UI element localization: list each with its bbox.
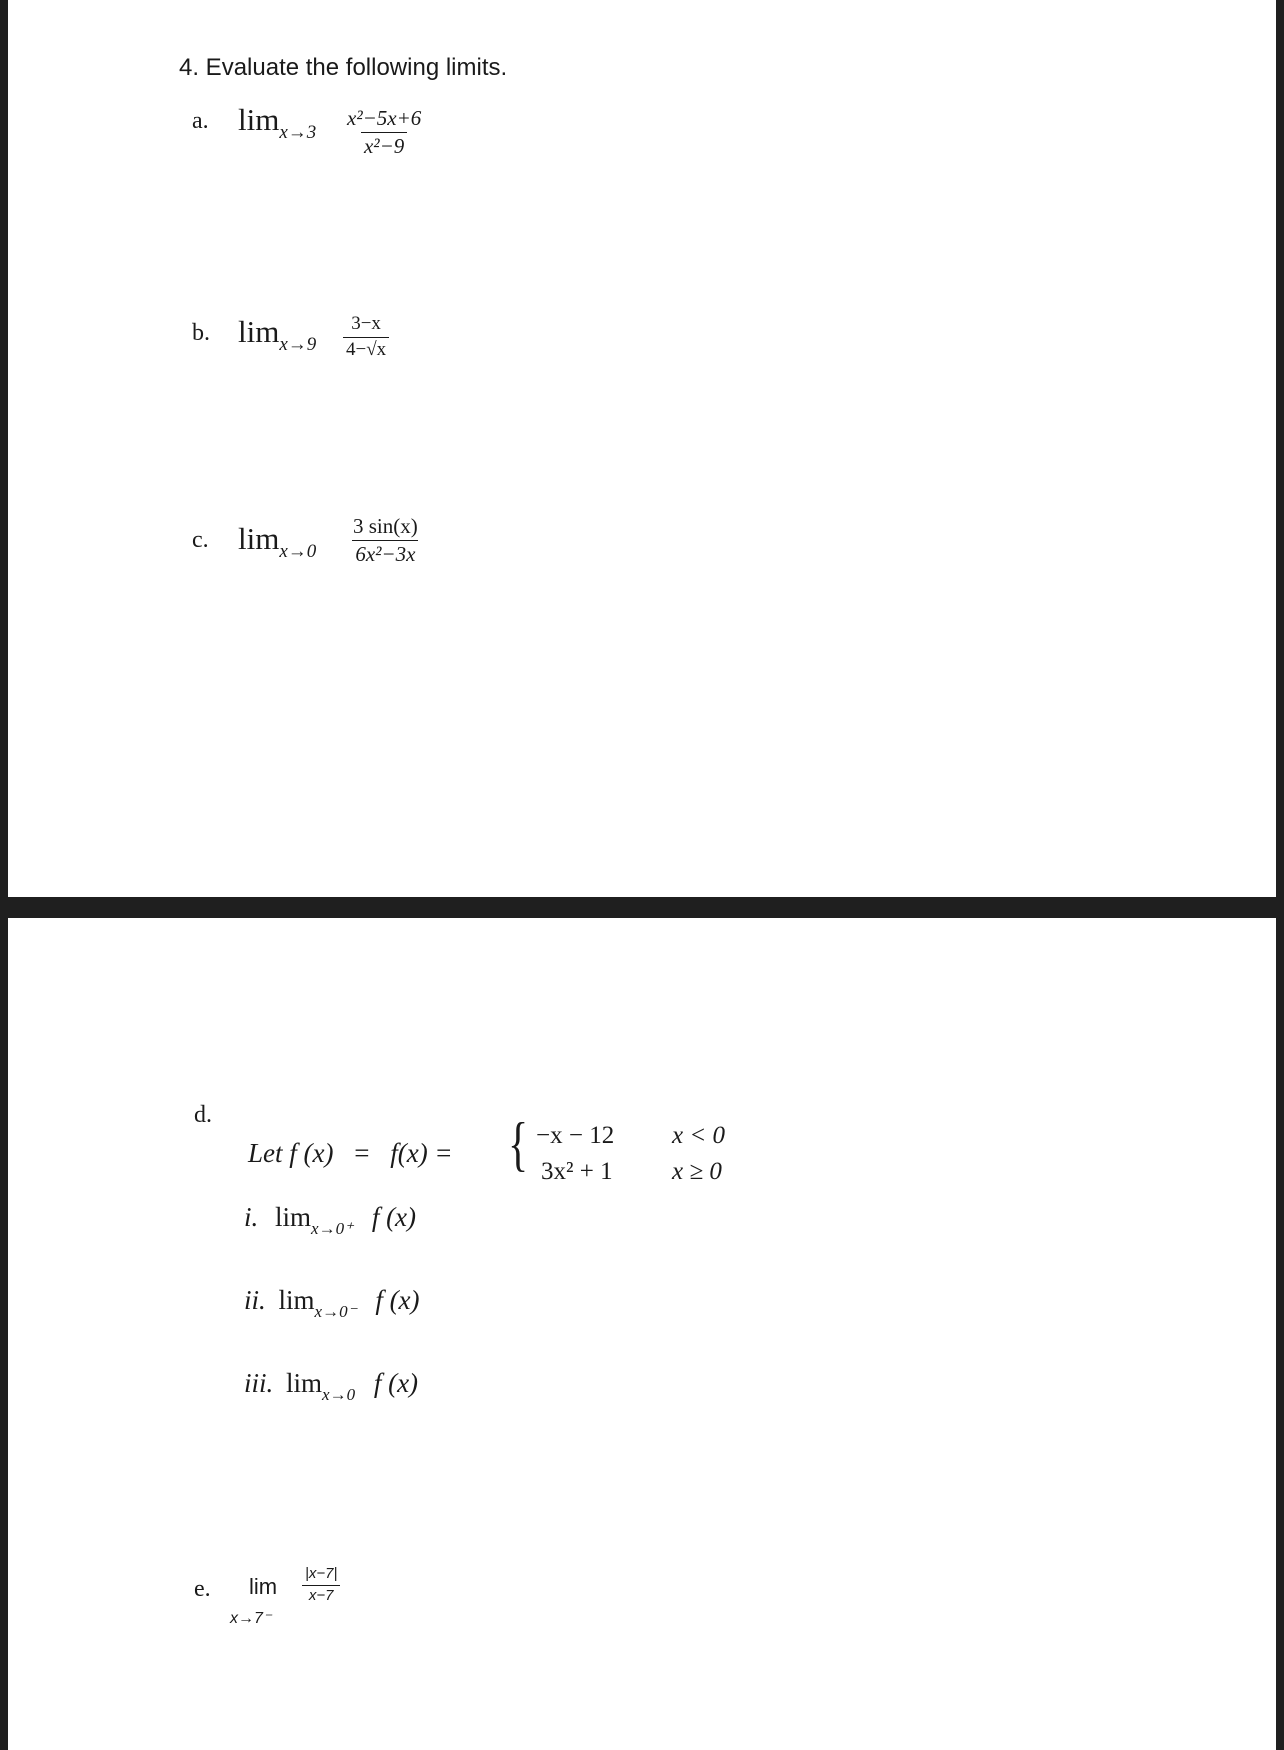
problem-a-label: a. bbox=[192, 108, 209, 134]
part-i-label: i. bbox=[244, 1202, 259, 1232]
problem-d-label: d. bbox=[194, 1102, 212, 1128]
part-iii-label: iii. bbox=[244, 1368, 274, 1398]
part-i-subscript: x→0⁺ bbox=[311, 1219, 354, 1238]
part-i-fx: f (x) bbox=[371, 1202, 417, 1232]
problem-c-lim: lim bbox=[238, 521, 280, 556]
part-ii-subscript: x→0⁻ bbox=[314, 1302, 357, 1321]
problem-a-denominator: x²−9 bbox=[361, 132, 407, 158]
problem-c-denominator: 6x²−3x bbox=[352, 540, 418, 566]
problem-c-subscript: x→0 bbox=[279, 541, 317, 562]
problem-d-part-ii bbox=[244, 1285, 420, 1321]
problem-a-fraction bbox=[344, 107, 424, 158]
problem-e-subscript: x→7⁻ bbox=[230, 1610, 272, 1627]
piecewise-case-1 bbox=[536, 1122, 614, 1150]
part-ii-label: ii. bbox=[244, 1285, 266, 1315]
part-i-lim: lim bbox=[275, 1202, 312, 1232]
part-iii-lim: lim bbox=[286, 1368, 323, 1398]
problem-c-label: c. bbox=[192, 527, 209, 553]
problem-c-limit bbox=[238, 521, 317, 562]
problem-b-limit bbox=[238, 314, 317, 355]
piecewise-case-2-condition: x ≥ 0 bbox=[672, 1158, 722, 1185]
problem-a-lim: lim bbox=[238, 102, 280, 137]
problem-e-fraction bbox=[302, 1566, 340, 1604]
problem-d-part-iii bbox=[244, 1368, 419, 1404]
case-2-expression: 3x² + 1 bbox=[541, 1158, 613, 1185]
part-iii-subscript: x→0 bbox=[322, 1385, 356, 1404]
problem-c-fraction bbox=[350, 515, 421, 566]
problem-d-definition bbox=[248, 1138, 453, 1169]
problem-e-denominator: x−7 bbox=[308, 1586, 334, 1604]
problem-e-lim: lim bbox=[249, 1574, 278, 1599]
definition-left: Let f (x) bbox=[248, 1138, 334, 1168]
part-iii-fx: f (x) bbox=[373, 1368, 419, 1398]
problem-b-label: b. bbox=[192, 320, 210, 346]
problem-d-part-i bbox=[244, 1202, 417, 1238]
case-1-expression: −x − 12 bbox=[536, 1122, 615, 1149]
worksheet-page-top bbox=[8, 0, 1276, 897]
part-ii-fx: f (x) bbox=[375, 1285, 420, 1315]
piecewise-case-1-condition: x < 0 bbox=[672, 1122, 725, 1149]
problem-c-numerator: 3 sin(x) bbox=[353, 514, 418, 538]
problem-b-fraction bbox=[343, 314, 389, 361]
problem-a-subscript: x→3 bbox=[279, 122, 317, 143]
problem-b-numerator: 3−x bbox=[351, 313, 381, 334]
problem-b bbox=[192, 320, 210, 347]
piecewise-brace: { bbox=[508, 1111, 529, 1177]
piecewise-case-2 bbox=[541, 1158, 613, 1186]
problem-c bbox=[192, 527, 209, 554]
problem-b-lim: lim bbox=[238, 314, 280, 349]
definition-mid: f(x) = bbox=[390, 1138, 453, 1168]
problem-b-denominator: 4−√x bbox=[343, 337, 389, 361]
problem-b-subscript: x→9 bbox=[279, 334, 317, 355]
part-ii-lim: lim bbox=[278, 1285, 315, 1315]
question-heading: 4. Evaluate the following limits. bbox=[179, 54, 508, 81]
worksheet-page-bottom bbox=[8, 918, 1276, 1750]
problem-a-numerator: x²−5x+6 bbox=[347, 106, 422, 130]
problem-e-label: e. bbox=[194, 1576, 211, 1602]
definition-equals: = bbox=[354, 1138, 370, 1168]
problem-a bbox=[192, 108, 209, 135]
problem-e-numerator: |x−7| bbox=[302, 1566, 340, 1586]
problem-a-limit bbox=[238, 102, 317, 143]
